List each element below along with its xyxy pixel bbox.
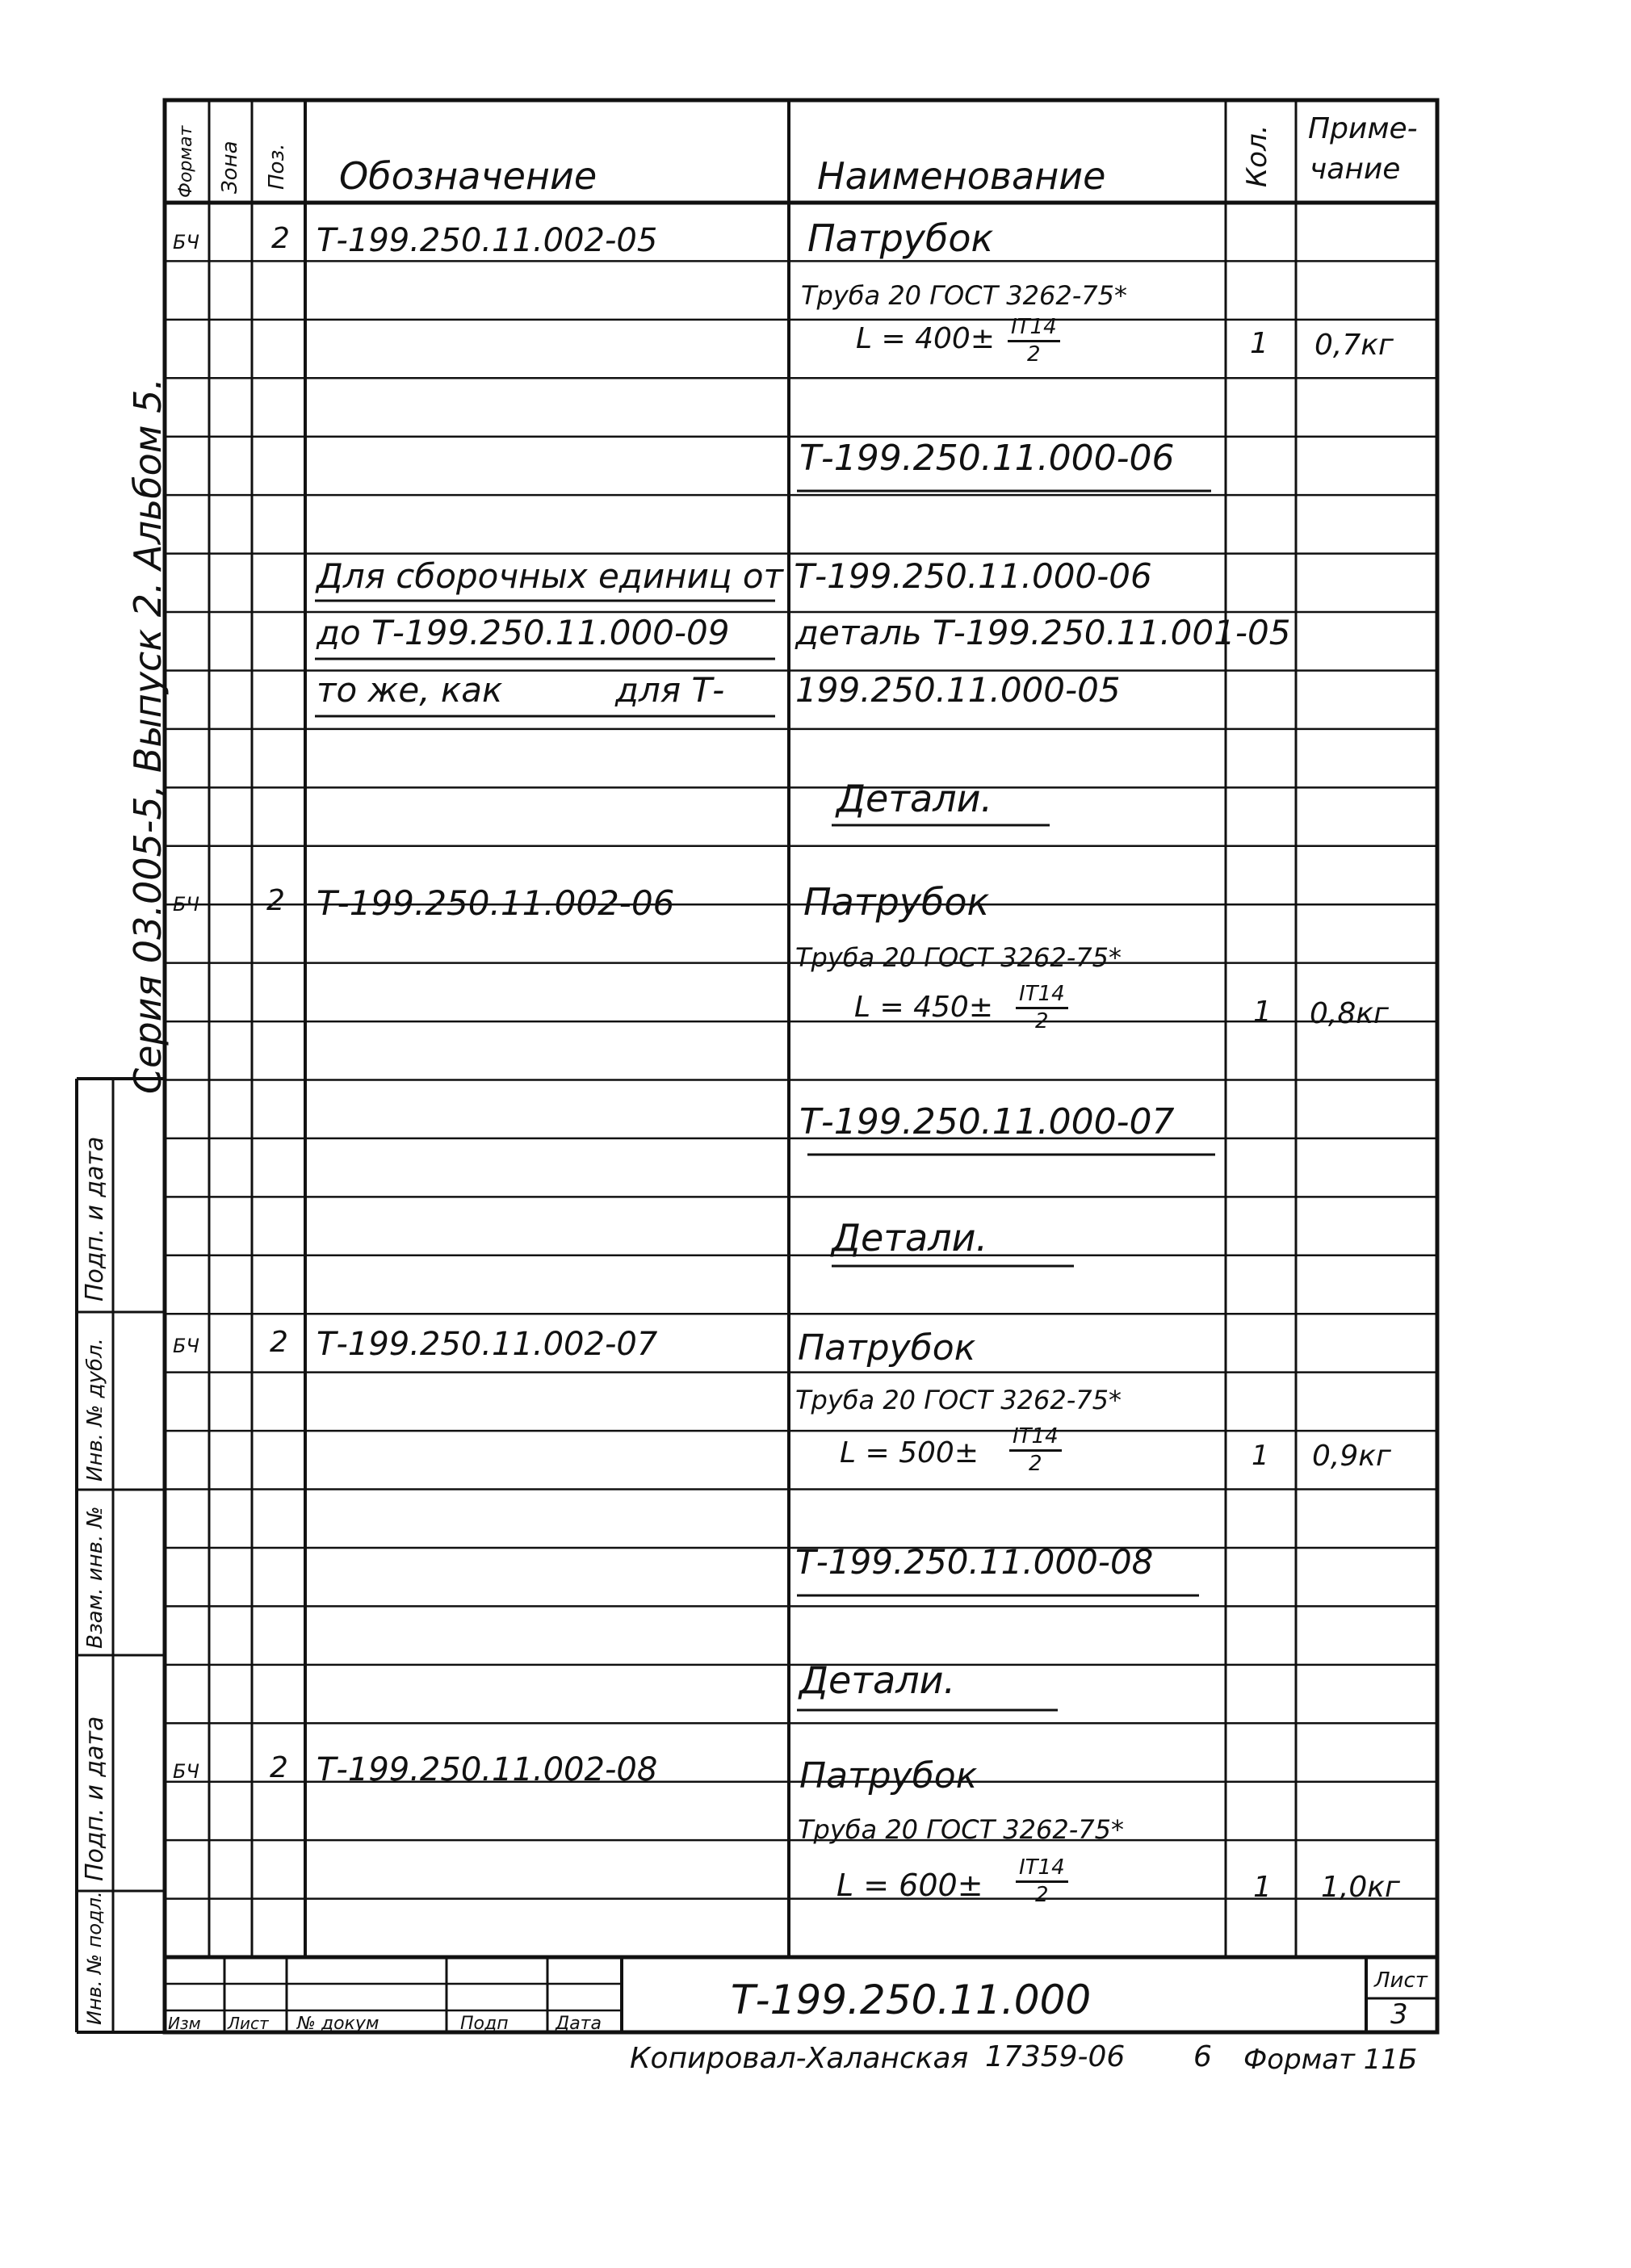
header-qty: Кол. [1241, 124, 1273, 187]
section-details: Детали. [799, 1658, 956, 1702]
footer-order: 17359-06 [985, 2040, 1126, 2073]
row-format: БЧ [173, 893, 199, 916]
header-name: Наименование [817, 154, 1106, 198]
header-pos: Поз. [265, 143, 289, 190]
row-qty: 1 [1253, 996, 1272, 1029]
row-designation: Т-199.250.11.002-05 [317, 222, 658, 259]
note-line-2b: деталь Т-199.250.11.001-05 [795, 613, 1291, 652]
side-series-label: Серия 03.005-5, Выпуск 2. Альбом 5. [126, 378, 170, 1094]
stamp-orig-inv: Инв. № подл. [83, 1891, 106, 2025]
row-format: БЧ [173, 1335, 199, 1357]
row-format: БЧ [173, 1760, 199, 1783]
row-pos: 2 [271, 222, 290, 255]
row-assembly: Т-199.250.11.000-08 [795, 1542, 1154, 1582]
header-zone: Зона [218, 140, 242, 194]
tb-sheet-label: Лист [1374, 1968, 1428, 1993]
row-note: 0,8кг [1310, 997, 1389, 1030]
row-designation: Т-199.250.11.002-08 [317, 1751, 658, 1788]
row-qty: 1 [1253, 1871, 1272, 1904]
footer-copied: Копировал-Халанская [630, 2042, 969, 2075]
tb-izm: Изм [168, 2014, 201, 2033]
header-note-line2: чание [1310, 153, 1401, 186]
note-line-2a: до Т-199.250.11.000-09 [317, 613, 730, 652]
tb-list: Лист [228, 2014, 269, 2033]
row-length: L = 500± [840, 1436, 979, 1469]
row-note: 1,0кг [1321, 1871, 1400, 1904]
row-name: Патрубок [799, 1755, 978, 1796]
tb-doc: № докум [297, 2014, 379, 2034]
tb-sign: Подп [460, 2014, 509, 2034]
row-material: Труба 20 ГОСТ 3262-75* [795, 1385, 1122, 1415]
stamp-sign-date-2: Подп. и дата [81, 1716, 109, 1881]
note-line-1: Для сборочных единиц от Т-199.250.11.000-06 [317, 556, 1152, 596]
footer-format: Формат 11Б [1243, 2044, 1418, 2076]
footer-num: 6 [1193, 2040, 1212, 2073]
tb-sheet-number: 3 [1390, 1998, 1408, 2031]
row-pos: 2 [266, 884, 285, 917]
tb-date: Дата [556, 2014, 602, 2034]
stamp-dup-inv: Инв. № дубл. [83, 1338, 107, 1482]
tb-designation: Т-199.250.11.000 [731, 1977, 1092, 2023]
header-designation: Обозначение [339, 154, 597, 198]
row-note: 0,7кг [1314, 329, 1394, 362]
note-line-3a: то же, как [317, 670, 503, 710]
section-details: Детали. [832, 1216, 988, 1260]
note-line-3c: 199.250.11.000-05 [795, 670, 1121, 710]
row-material: Труба 20 ГОСТ 3262-75* [801, 280, 1127, 311]
header-note-line1: Приме- [1308, 112, 1418, 145]
row-note: 0,9кг [1312, 1440, 1391, 1473]
row-tolerance: $\frac{IT14}{2}$ [1009, 1426, 1062, 1474]
row-material: Труба 20 ГОСТ 3262-75* [798, 1814, 1124, 1845]
row-pos: 2 [270, 1326, 288, 1359]
row-length: L = 400± [856, 322, 995, 355]
row-name: Патрубок [798, 1327, 976, 1369]
row-assembly: Т-199.250.11.000-07 [799, 1101, 1175, 1142]
row-designation: Т-199.250.11.002-07 [317, 1326, 658, 1363]
row-pos: 2 [270, 1751, 288, 1784]
row-designation: Т-199.250.11.002-06 [317, 883, 675, 923]
row-tolerance: $\frac{IT14}{2}$ [1016, 983, 1068, 1032]
row-material: Труба 20 ГОСТ 3262-75* [795, 942, 1122, 973]
row-length: L = 450± [854, 991, 993, 1024]
stamp-sign-date: Подп. и дата [81, 1136, 109, 1302]
row-tolerance: $\frac{IT14}{2}$ [1008, 317, 1060, 365]
row-qty: 1 [1252, 1440, 1269, 1472]
row-tolerance: $\frac{IT14}{2}$ [1016, 1857, 1068, 1905]
row-assembly: Т-199.250.11.000-06 [799, 438, 1175, 479]
row-qty: 1 [1250, 327, 1268, 360]
note-line-3b: для Т- [615, 670, 725, 710]
section-details: Детали. [836, 777, 993, 820]
header-format: Формат [176, 125, 196, 198]
row-name: Патрубок [807, 216, 994, 260]
row-format: БЧ [173, 231, 199, 254]
row-length: L = 600± [836, 1868, 983, 1903]
row-name: Патрубок [803, 880, 990, 924]
stamp-replace-inv: Взам. инв. № [83, 1506, 107, 1649]
